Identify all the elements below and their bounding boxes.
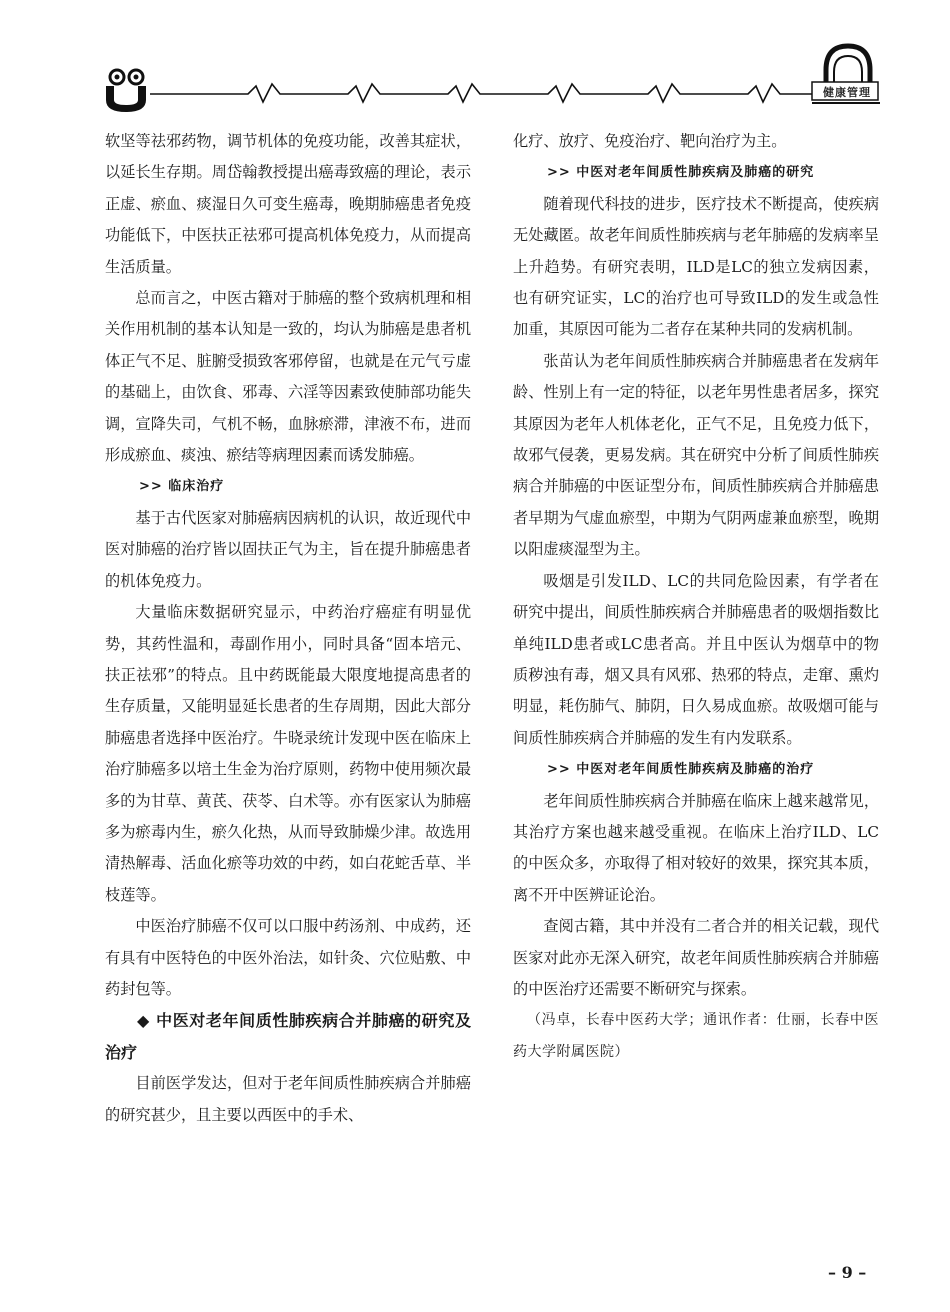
paragraph: 化疗、放疗、免疫治疗、靶向治疗为主。 <box>513 132 787 150</box>
left-column <box>105 126 471 1131</box>
header-zigzag-line <box>150 84 812 102</box>
paragraph: 软坚等祛邪药物，调节机体的免疫功能，改善其症状，以延长生存期。周岱翰教授提出癌毒致癌的理论，表示正虚、瘀血、痰湿日久可变生癌毒，晚期肺癌患者免疫功能低下，中医扶正祛邪可提高机体免疫力，从而提高生活质量。 <box>105 132 471 276</box>
page-number: – 9 – <box>828 1263 867 1282</box>
paragraph: 吸烟是引发ILD、LC的共同危险因素，有学者在研究中提出，间质性肺疾病合并肺癌患者的吸烟指数比单纯ILD患者或LC患者高。并且中医认为烟草中的物质秽浊有毒，烟又具有风邪、热邪的特点，走窜、熏灼明显，耗伤肺气、肺阴，日久易成血瘀。故吸烟可能与间质性肺疾病合并肺癌的发生有内发联系。 <box>513 571 879 747</box>
header-decoration <box>0 0 950 130</box>
subheading: >> 临床治疗 <box>139 479 225 495</box>
right-column <box>513 126 879 1068</box>
paragraph: 大量临床数据研究显示，中药治疗癌症有明显优势，其药性温和，毒副作用小，同时具备“固本培元、扶正祛邪”的特点。且中药既能最大限度地提高患者的生存质量，又能明显延长患者的生存周期，因此大部分肺癌患者选择中医治疗。牛晓录统计发现中医在临床上治疗肺癌多以培土生金为治疗原则，药物中使用频次最多的为甘草、黄芪、茯苓、白术等。亦有医家认为肺癌多为瘀毒内生，瘀久化热，从而导致肺燥少津。故选用清热解毒、活血化瘀等功效的中药，如白花蛇舌草、半枝莲等。 <box>105 603 471 904</box>
section-tag: 健康管理 <box>823 86 871 99</box>
subheading: >> 中医对老年间质性肺疾病及肺癌的治疗 <box>547 762 815 778</box>
paragraph: 总而言之，中医古籍对于肺癌的整个致病机理和相关作用机制的基本认知是一致的，均认为肺癌是患者机体正气不足、脏腑受损致客邪停留，也就是在元气亏虚的基础上，由饮食、邪毒、六淫等因素致使肺部功能失调，宣降失司，气机不畅，血脉瘀滞，津液不布，进而形成瘀血、痰浊、瘀结等病理因素而诱发肺癌。 <box>105 289 471 465</box>
section-heading: ◆ 中医对老年间质性肺疾病合并肺癌的研究及治疗 <box>105 1011 471 1062</box>
author-credit: （冯卓，长春中医药大学；通讯作者：仕丽，长春中医药大学附属医院） <box>513 1012 879 1060</box>
subheading: >> 中医对老年间质性肺疾病及肺癌的研究 <box>547 165 815 181</box>
page-header <box>0 0 950 130</box>
paragraph: 随着现代科技的进步，医疗技术不断提高，使疾病无处藏匿。故老年间质性肺疾病与老年肺癌的发病率呈上升趋势。有研究表明，ILD是LC的独立发病因素，也有研究证实，LC的治疗也可导致ILD的发生或急性加重，其原因可能为二者存在某种共同的发病机制。 <box>513 194 879 339</box>
paragraph: 老年间质性肺疾病合并肺癌在临床上越来越常见，其治疗方案也越来越受重视。在临床上治疗ILD、LC的中医众多，亦取得了相对较好的效果，探究其本质，离不开中医辨证论治。 <box>513 791 879 904</box>
paragraph: 中医治疗肺癌不仅可以口服中药汤剂、中成药，还有具有中医特色的中医外治法，如针灸、穴位贴敷、中药封包等。 <box>105 917 471 998</box>
paragraph: 目前医学发达，但对于老年间质性肺疾病合并肺癌的研究甚少，且主要以西医中的手术、 <box>105 1074 471 1124</box>
paragraph: 基于古代医家对肺癌病因病机的认识，故近现代中医对肺癌的治疗皆以固扶正气为主，旨在提升肺癌患者的机体免疫力。 <box>105 508 471 590</box>
paragraph: 张苗认为老年间质性肺疾病合并肺癌患者在发病年龄、性别上有一定的特征，以老年男性患者居多，探究其原因为老年人机体老化，正气不足，且免疫力低下，故邪气侵袭，更易发病。其在研究中分析了间质性肺疾病合并肺癌的中医证型分布，间质性肺疾病合并肺癌患者早期为气虚血瘀型，中期为气阴两虚兼血瘀型，晚期以阳虚痰湿型为主。 <box>513 351 879 559</box>
magazine-logo-icon <box>106 70 146 112</box>
paragraph: 查阅古籍，其中并没有二者合并的相关记载，现代医家对此亦无深入研究，故老年间质性肺疾病合并肺癌的中医治疗还需要不断研究与探索。 <box>513 917 879 998</box>
